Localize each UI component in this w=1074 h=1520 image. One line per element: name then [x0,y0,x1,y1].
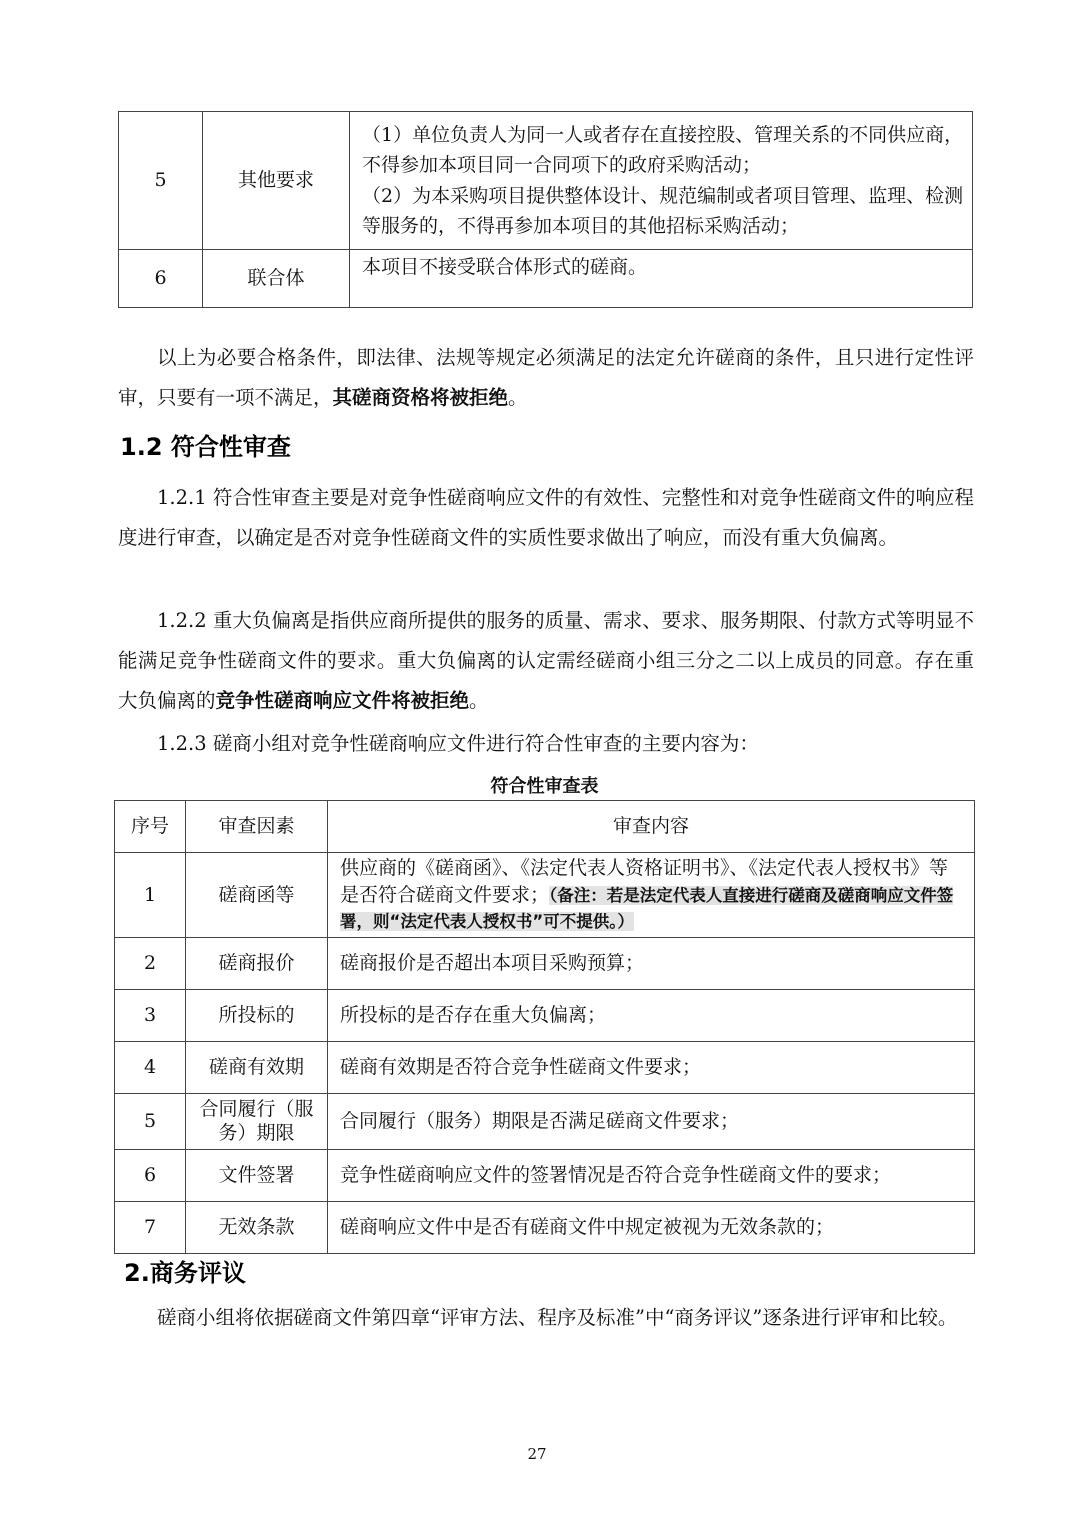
emphasis-text: 其磋商资格将被拒绝 [332,385,509,409]
table-row [115,853,975,938]
row-number: 6 [119,250,203,308]
review-factor: 文件签署 [186,1149,328,1201]
review-factor: 磋商函等 [186,853,328,938]
table-row [115,937,975,989]
note-text: （备注：若是法定代表人直接进行磋商及磋商响应文件签署，则“法定代表人授权书”可不提供。） [340,885,954,932]
requirement-content [350,112,973,250]
header-cell: 审查因素 [186,801,328,853]
content-text: 供应商的《磋商函》、《法定代表人资格证明书》、《法定代表人授权书》等是否符合磋商文件要求； [340,857,949,906]
section-heading-1-2: 1.2 符合性审查 [120,433,291,461]
table-row [115,989,975,1041]
paragraph-1-2-1: 1.2.1 符合性审查主要是对竞争性磋商响应文件的有效性、完整性和对竞争性磋商文件的响应程度进行审查，以确定是否对竞争性磋商文件的实质性要求做出了响应，而没有重大负偏离。 [118,486,974,549]
table-row [115,1093,975,1149]
table-caption: 符合性审查表 [490,776,599,797]
paragraph-text: 以上为必要合格条件，即法律、法规等规定必须满足的法定允许磋商的条件，且只进行定性评审，只要有一项不满足， [118,346,974,409]
table-header-row [115,801,975,853]
section-heading-2: 2.商务评议 [124,1259,246,1287]
qualification-paragraph [118,338,974,418]
table-row [119,250,973,308]
review-content [328,853,975,938]
page-number: 27 [527,1445,547,1463]
requirement-name: 其他要求 [203,112,350,250]
business-review-paragraph: 磋商小组将依据磋商文件第四章“评审方法、程序及标准”中“商务评议”逐条进行评审和比较。 [157,1306,958,1329]
review-factor: 磋商报价 [186,937,328,989]
row-number: 5 [115,1093,186,1149]
review-factor: 无效条款 [186,1201,328,1253]
content-item: （1）单位负责人为同一人或者存在直接控股、管理关系的不同供应商，不得参加本项目同一合同项下的政府采购活动； [362,123,964,177]
paragraph-end: 。 [469,688,489,712]
table-row [115,1041,975,1093]
review-content: 磋商报价是否超出本项目采购预算； [328,937,975,989]
review-content: 磋商响应文件中是否有磋商文件中规定被视为无效条款的； [328,1201,975,1253]
header-cell: 序号 [115,801,186,853]
paragraph-1-2-3: 1.2.3 磋商小组对竞争性磋商响应文件进行符合性审查的主要内容为： [157,732,759,755]
row-number: 7 [115,1201,186,1253]
compliance-review-table [114,800,975,1254]
paragraph-1-2-2 [118,601,974,720]
review-factor: 合同履行（服务）期限 [186,1093,328,1149]
review-factor: 所投标的 [186,989,328,1041]
row-number: 3 [115,989,186,1041]
row-number: 5 [119,112,203,250]
row-number: 4 [115,1041,186,1093]
review-content: 所投标的是否存在重大负偏离； [328,989,975,1041]
paragraph-end: 。 [508,385,528,409]
requirements-table [118,111,973,308]
table-row [115,1149,975,1201]
review-content: 合同履行（服务）期限是否满足磋商文件要求； [328,1093,975,1149]
table-row [119,112,973,250]
paragraph-text: 1.2.2 重大负偏离是指供应商所提供的服务的质量、需求、要求、服务期限、付款方式等明显不能满足竞争性磋商文件的要求。重大负偏离的认定需经磋商小组三分之二以上成员的同意。存在重大负偏离的 [118,609,974,712]
table-row [115,1201,975,1253]
review-factor: 磋商有效期 [186,1041,328,1093]
row-number: 6 [115,1149,186,1201]
requirement-content: 本项目不接受联合体形式的磋商。 [350,250,973,308]
review-content: 磋商有效期是否符合竞争性磋商文件要求； [328,1041,975,1093]
emphasis-text: 竞争性磋商响应文件将被拒绝 [215,688,470,712]
row-number: 2 [115,937,186,989]
requirement-name: 联合体 [203,250,350,308]
content-item: （2）为本采购项目提供整体设计、规范编制或者项目管理、监理、检测等服务的，不得再参加本项目的其他招标采购活动； [362,184,964,237]
row-number: 1 [115,853,186,938]
review-content: 竞争性磋商响应文件的签署情况是否符合竞争性磋商文件的要求； [328,1149,975,1201]
header-cell: 审查内容 [328,801,975,853]
